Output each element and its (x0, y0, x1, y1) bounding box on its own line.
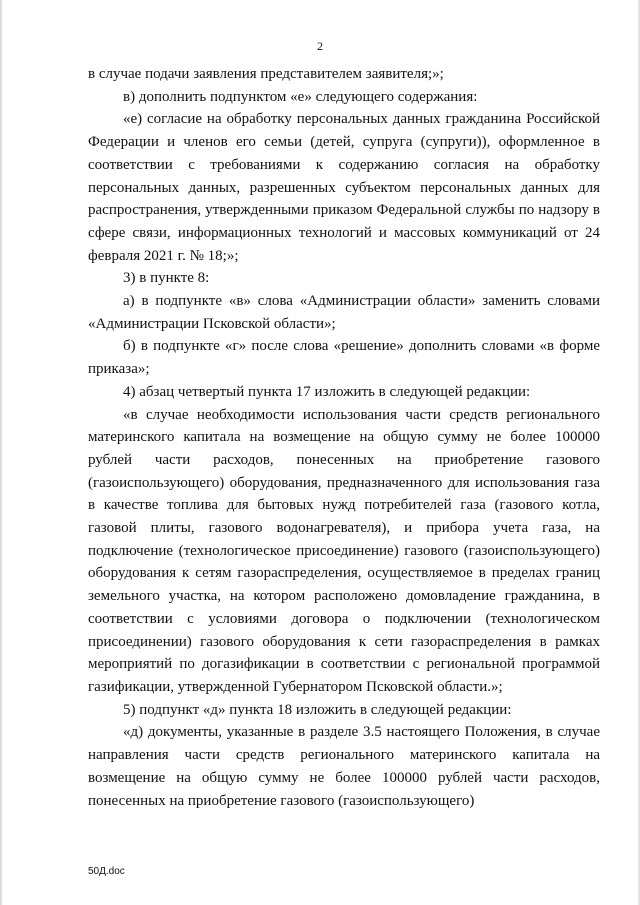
paragraph: «е) согласие на обработку персональных данных гражданина Российской Федерации и членов его семьи (детей, супруга (супруги)), оформленное в соответствии с требованиями к содержанию согласия на обработку персональных данных, разрешенных субъектом персональных данных для распространения, утвержденными приказом Федеральной службы по надзору в сфере связи, информационных технологий и массовых коммуникаций от 24 февраля 2021 г. № 18;»; (88, 111, 600, 264)
paragraph: в) дополнить подпунктом «е» следующего содержания: (123, 88, 478, 105)
paragraph: в случае подачи заявления представителем заявителя;»; (88, 66, 444, 82)
page-number: 2 (317, 39, 323, 53)
paragraph: «в случае необходимости использования части средств регионального материнского капитала на возмещение на общую сумму не более 100000 рублей части расходов, понесенных на приобретение газового (газоиспользующего) оборудования, предназначенного для использования газа в качестве топлива для бытовых нужд потребителей газа (газового котла, газовой плиты, газового водонагревателя), и прибора учета газа, на подключение (технологическое присоединение) газового (газоиспользующего) оборудования к сетям газораспределения, осуществляемое в пределах границ земельного участка, на котором расположено домовладение гражданина, в соответствии с условиями договора о подключении (технологическом присоединении) газового оборудования к сети газораспределения в рамках мероприятий по догазификации в соответствии с региональной программой газификации, утвержденной Губернатором Псковской области.»; (88, 406, 600, 695)
scan-edge-left (0, 0, 3, 905)
paragraph: а) в подпункте «в» слова «Администрации области» заменить словами «Администрации Псковской области»; (88, 293, 600, 332)
document-body (88, 63, 600, 812)
paragraph: «д) документы, указанные в разделе 3.5 настоящего Положения, в случае направления части средств регионального материнского капитала на возмещение на общую сумму не более 100000 рублей части расходов, понесенных на приобретение газового (газоиспользующего) (88, 724, 600, 809)
paragraph: 3) в пункте 8: (123, 270, 210, 287)
paragraph: б) в подпункте «г» после слова «решение» дополнить словами «в форме приказа»; (88, 338, 600, 378)
paragraph: 4) абзац четвертый пункта 17 изложить в следующей редакции: (123, 383, 531, 400)
paragraph: 5) подпункт «д» пункта 18 изложить в следующей редакции: (123, 701, 512, 718)
file-name-footer: 50Д.doc (88, 866, 125, 877)
